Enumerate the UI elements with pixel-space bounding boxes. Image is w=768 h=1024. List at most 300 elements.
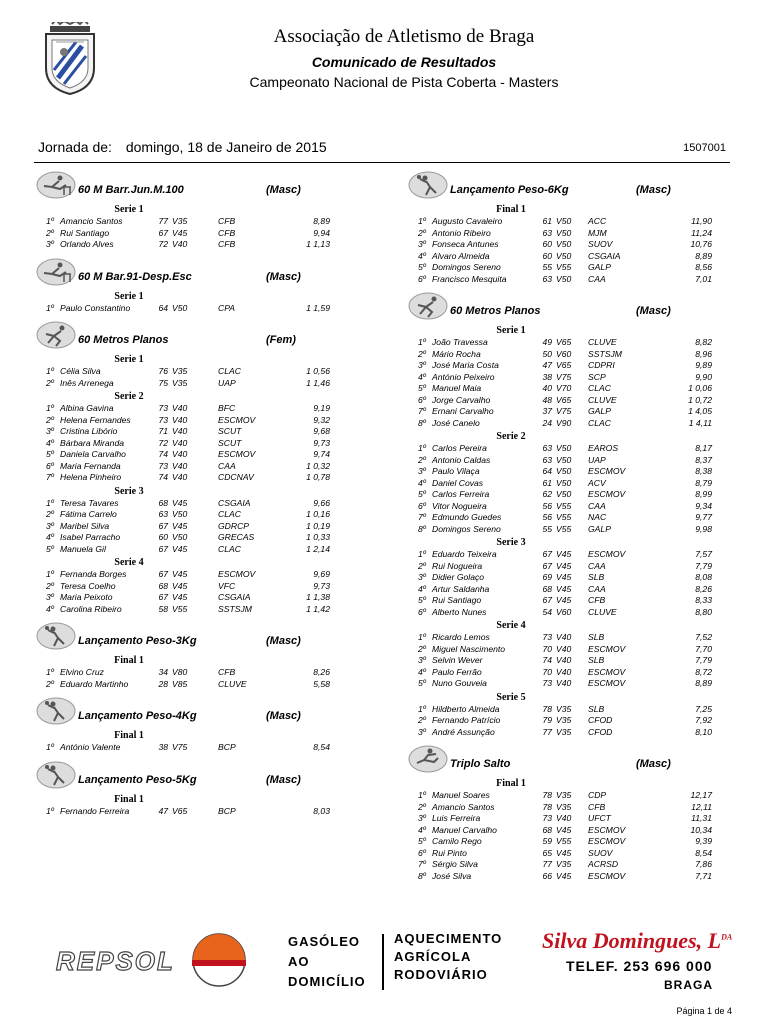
age-category: V45: [172, 543, 188, 554]
age-category: V40: [556, 632, 572, 642]
athlete-name: Ricardo Lemos: [432, 632, 490, 642]
result-position: 2º: [418, 643, 426, 654]
shot-put-icon: [36, 761, 76, 789]
athlete-name: Helena Pinheiro: [60, 472, 122, 482]
birth-year: 63: [542, 454, 552, 465]
athlete-name: Maribel Silva: [60, 520, 110, 531]
result-row: [406, 478, 726, 490]
championship-title: Campeonato Nacional de Pista Coberta - Masters: [249, 74, 559, 90]
birth-year: 66: [542, 870, 552, 881]
birth-year: 60: [158, 532, 168, 542]
heat-label: Serie 2: [496, 431, 526, 442]
club-code: SUOV: [588, 239, 613, 249]
birth-year: 67: [158, 592, 168, 602]
age-category: V40: [556, 655, 572, 665]
result-row: [406, 395, 726, 407]
athlete-name: Daniela Carvalho: [60, 449, 126, 459]
club-code: SCUT: [218, 426, 242, 436]
club-code: CAA: [588, 500, 606, 511]
club-code: CLAC: [218, 543, 241, 554]
athlete-name: Vitor Nogueira: [432, 500, 487, 511]
athlete-name: Fernando Ferreira: [60, 805, 130, 816]
age-category: V35: [172, 377, 188, 388]
club-code: CFB: [218, 227, 236, 238]
document-subtitle: Comunicado de Resultados: [311, 54, 497, 70]
club-code: ESCMOV: [588, 824, 626, 835]
athlete-name: Sérgio Silva: [432, 859, 478, 869]
age-category: V65: [556, 394, 572, 405]
heat-label: Final 1: [496, 204, 526, 215]
athlete-name: Carolina Ribeiro: [60, 603, 122, 614]
result-row: [406, 372, 726, 384]
result-row: [406, 216, 726, 228]
age-category: V35: [172, 216, 188, 226]
result-position: 4º: [46, 437, 54, 448]
birth-year: 40: [542, 383, 552, 393]
athlete-name: Antonio Caldas: [432, 454, 491, 465]
shot-put-icon: [36, 622, 76, 650]
birth-year: 75: [158, 377, 168, 388]
result-position: 6º: [418, 394, 426, 405]
age-category: V50: [172, 532, 188, 542]
athlete-name: Paulo Vilaça: [432, 466, 480, 476]
club-code: BCP: [218, 742, 236, 752]
result-mark: 9,34: [695, 500, 712, 511]
event-name: Triplo Salto: [450, 758, 511, 770]
heat-label: Serie 1: [114, 204, 144, 215]
athlete-name: Luis Ferreira: [432, 813, 481, 823]
birth-year: 61: [542, 477, 552, 488]
result-mark: 8,89: [695, 250, 712, 261]
athlete-name: Daniel Covas: [432, 477, 484, 488]
result-row: [406, 802, 726, 814]
athlete-name: Isabel Parracho: [60, 532, 121, 542]
result-mark: 7,70: [695, 643, 712, 654]
result-mark: 7,71: [695, 870, 712, 881]
result-row: [406, 678, 726, 690]
result-row: [406, 262, 726, 274]
birth-year: 73: [542, 678, 552, 688]
age-category: V55: [556, 512, 572, 522]
club-code: SLB: [588, 703, 605, 714]
age-category: V70: [556, 383, 572, 393]
result-position: 1º: [46, 302, 54, 313]
event-category: (Masc): [636, 184, 671, 196]
club-code: SSTSJM: [218, 603, 252, 614]
athlete-name: Inês Arrenega: [60, 377, 114, 388]
result-position: 3º: [418, 466, 426, 476]
age-category: V35: [556, 703, 572, 714]
result-row: [406, 228, 726, 240]
heat-label: Final 1: [496, 778, 526, 789]
result-row: [34, 532, 344, 544]
result-mark: 8,33: [695, 595, 712, 605]
result-row: [406, 549, 726, 561]
event-block: [34, 255, 344, 319]
sponsor-banner: [34, 920, 738, 1000]
athlete-name: Mário Rocha: [432, 348, 481, 359]
club-code: CSGAIA: [218, 497, 251, 508]
result-position: 6º: [418, 606, 426, 617]
result-position: 4º: [46, 532, 54, 542]
athlete-name: Carlos Pereira: [432, 443, 487, 453]
result-mark: 1 0,56: [306, 366, 330, 376]
athlete-name: Eduardo Martinho: [60, 678, 129, 689]
result-row: [406, 455, 726, 467]
result-position: 1º: [46, 403, 54, 413]
company-suffix: DA: [721, 932, 733, 942]
birth-year: 64: [542, 466, 552, 476]
result-position: 1º: [46, 216, 54, 226]
heat-label: Serie 3: [114, 485, 144, 497]
result-row: [34, 581, 344, 593]
club-code: CLAC: [218, 509, 241, 519]
athlete-name: Amancio Santos: [432, 801, 495, 812]
age-category: V50: [556, 477, 572, 488]
org-title: Associação de Atletismo de Braga: [273, 26, 535, 47]
result-mark: 9,77: [695, 512, 712, 522]
age-category: V40: [172, 239, 188, 249]
result-position: 8º: [418, 523, 426, 534]
birth-year: 67: [158, 227, 168, 238]
club-code: ESCMOV: [218, 569, 256, 579]
result-mark: 8,99: [695, 489, 712, 499]
result-mark: 8,72: [695, 666, 712, 677]
club-code: SCUT: [218, 437, 242, 448]
age-category: V50: [172, 509, 188, 519]
age-category: V55: [556, 836, 572, 846]
club-code: GALP: [588, 262, 611, 272]
result-mark: 9,73: [313, 437, 330, 448]
birth-year: 58: [158, 603, 168, 614]
result-row: [406, 632, 726, 644]
athlete-name: António Peixeiro: [432, 371, 495, 382]
result-position: 1º: [418, 790, 426, 800]
birth-year: 68: [542, 824, 552, 835]
sprint-icon: [408, 292, 448, 320]
gas-line: AO: [288, 954, 310, 969]
birth-year: 62: [542, 489, 552, 499]
result-position: 2º: [418, 801, 426, 812]
club-code: GALP: [588, 523, 611, 534]
result-row: [406, 813, 726, 825]
result-mark: 8,82: [695, 337, 712, 347]
result-position: 1º: [418, 632, 426, 642]
event-spacer: [34, 817, 344, 821]
result-mark: 7,57: [695, 549, 712, 559]
event-block: [406, 742, 726, 886]
birth-year: 68: [542, 583, 552, 594]
svg-text:REPSOL: REPSOL: [56, 946, 175, 976]
jornada-label: Jornada de:: [38, 139, 112, 155]
age-category: V45: [172, 227, 188, 238]
result-row: [406, 512, 726, 524]
birth-year: 54: [542, 606, 552, 617]
club-code: BFC: [218, 403, 236, 413]
result-mark: 8,54: [313, 742, 330, 752]
result-row: [406, 489, 726, 501]
age-category: V65: [556, 337, 572, 347]
result-position: 3º: [46, 592, 54, 602]
result-mark: 1 0,78: [306, 472, 330, 482]
birth-year: 55: [542, 523, 552, 534]
result-row: [406, 561, 726, 573]
club-code: CFB: [218, 239, 236, 249]
event-name: Lançamento Peso-6Kg: [450, 184, 569, 196]
club-code: ESCMOV: [588, 489, 626, 499]
result-row: [406, 607, 726, 619]
result-mark: 9,89: [695, 360, 712, 370]
birth-year: 69: [542, 572, 552, 582]
result-row: [34, 592, 344, 604]
result-row: [34, 403, 344, 415]
birth-year: 68: [158, 580, 168, 591]
athlete-name: Maria Fernanda: [60, 460, 121, 471]
result-mark: 8,54: [695, 847, 712, 858]
heat-label: Serie 3: [496, 537, 526, 548]
result-position: 4º: [418, 824, 426, 835]
club-code: SCP: [588, 371, 606, 382]
athlete-name: Manuel Carvalho: [432, 824, 497, 835]
result-position: 5º: [418, 595, 426, 605]
athlete-name: Cristina Libório: [60, 426, 118, 436]
club-code: ESCMOV: [588, 643, 626, 654]
event-name: Lançamento Peso-4Kg: [78, 710, 197, 722]
result-mark: 8,89: [313, 216, 330, 226]
athlete-name: Artur Saldanha: [432, 583, 490, 594]
birth-year: 64: [158, 302, 168, 313]
event-header: [34, 694, 344, 728]
birth-year: 72: [158, 239, 168, 249]
result-mark: 9,19: [313, 403, 330, 413]
result-row: [406, 704, 726, 716]
age-category: V45: [556, 824, 572, 835]
result-position: 1º: [46, 366, 54, 376]
result-position: 6º: [46, 460, 54, 471]
result-position: 3º: [418, 572, 426, 582]
club-code: CLUVE: [218, 678, 247, 689]
result-row: [34, 228, 344, 240]
event-name: Lançamento Peso-3Kg: [78, 635, 197, 647]
birth-year: 67: [158, 569, 168, 579]
hurdles-icon: [36, 258, 76, 286]
age-category: V45: [556, 560, 572, 571]
club-code: EAROS: [588, 443, 619, 453]
result-row: [406, 727, 726, 739]
result-mark: 1 1,13: [306, 239, 330, 249]
result-position: 2º: [46, 414, 54, 425]
result-row: [406, 871, 726, 883]
event-category: (Fem): [266, 334, 296, 346]
age-category: V50: [556, 227, 572, 238]
age-category: V50: [556, 489, 572, 499]
result-row: [34, 426, 344, 438]
result-position: 2º: [418, 715, 426, 725]
result-row: [34, 806, 344, 818]
age-category: V35: [556, 859, 572, 869]
club-code: SLB: [588, 655, 605, 665]
club-code: CFB: [588, 595, 606, 605]
athlete-name: Nuno Gouveia: [432, 678, 487, 688]
jornada-date: domingo, 18 de Janeiro de 2015: [125, 139, 327, 155]
heat-label: Serie 5: [496, 691, 526, 703]
event-category: (Masc): [266, 270, 301, 283]
birth-year: 63: [158, 509, 168, 519]
age-category: V75: [556, 371, 572, 382]
result-position: 3º: [46, 520, 54, 531]
result-row: [406, 715, 726, 727]
result-position: 2º: [46, 377, 54, 388]
result-mark: 8,17: [695, 443, 712, 453]
birth-year: 76: [158, 366, 168, 376]
result-row: [406, 836, 726, 848]
result-position: 2º: [418, 348, 426, 359]
agro-line: AGRÍCOLA: [394, 949, 472, 964]
club-code: CDPRI: [588, 360, 615, 370]
event-category: (Masc): [266, 635, 301, 647]
shot-put-icon: [408, 171, 448, 199]
birth-year: 59: [542, 836, 552, 846]
age-category: V85: [172, 678, 188, 689]
result-row: [34, 498, 344, 510]
result-mark: 12,17: [690, 790, 712, 800]
event-block: [406, 289, 726, 742]
athlete-name: Fernanda Borges: [60, 569, 127, 579]
result-row: [34, 521, 344, 533]
result-mark: 7,79: [695, 560, 712, 571]
result-mark: 1 0,16: [306, 509, 330, 519]
athlete-name: Fátima Carrelo: [60, 509, 117, 519]
result-position: 3º: [46, 426, 54, 436]
result-position: 3º: [418, 239, 426, 249]
birth-year: 55: [542, 262, 552, 272]
age-category: V75: [172, 742, 188, 752]
birth-year: 56: [542, 500, 552, 511]
club-code: ESCMOV: [588, 870, 626, 881]
result-position: 5º: [418, 262, 426, 272]
result-mark: 11,24: [691, 227, 712, 238]
birth-year: 73: [542, 813, 552, 823]
result-row: [406, 655, 726, 667]
club-code: UAP: [218, 377, 236, 388]
event-block: [34, 694, 344, 758]
age-category: V50: [556, 454, 572, 465]
age-category: V80: [172, 667, 188, 677]
age-category: V50: [556, 443, 572, 453]
result-row: [34, 667, 344, 679]
result-mark: 1 0,32: [306, 460, 330, 471]
birth-year: 37: [542, 406, 552, 416]
result-row: [406, 406, 726, 418]
result-position: 6º: [418, 847, 426, 858]
result-mark: 8,10: [695, 726, 712, 737]
birth-year: 48: [542, 394, 552, 405]
age-category: V35: [556, 790, 572, 800]
result-position: 8º: [418, 870, 426, 881]
result-mark: 1 0,72: [688, 394, 712, 405]
result-mark: 9,94: [313, 227, 330, 238]
age-category: V40: [172, 449, 188, 459]
birth-year: 73: [542, 632, 552, 642]
result-row: [34, 742, 344, 754]
athlete-name: Paulo Ferrão: [432, 666, 482, 677]
birth-year: 73: [158, 460, 168, 471]
club-code: GRECAS: [218, 532, 255, 542]
result-position: 7º: [418, 512, 426, 522]
right-column: [406, 168, 726, 886]
result-position: 2º: [46, 678, 54, 689]
age-category: V90: [556, 417, 572, 428]
birth-year: 73: [158, 403, 168, 413]
athlete-name: José Silva: [432, 870, 472, 881]
age-category: V45: [172, 497, 188, 508]
club-code: GALP: [588, 406, 611, 416]
age-category: V40: [172, 414, 188, 425]
heat-label: Final 1: [114, 793, 144, 805]
result-position: 4º: [46, 603, 54, 614]
age-category: V60: [556, 606, 572, 617]
age-category: V40: [172, 437, 188, 448]
birth-year: 63: [542, 273, 552, 284]
event-header: [406, 289, 726, 323]
result-mark: 7,52: [695, 632, 712, 642]
result-position: 5º: [418, 489, 426, 499]
result-position: 5º: [418, 678, 426, 688]
athlete-name: Alberto Nunes: [432, 606, 487, 617]
age-category: V50: [556, 239, 572, 249]
result-position: 2º: [418, 454, 426, 465]
birth-year: 67: [158, 520, 168, 531]
jornada-line: [38, 139, 327, 155]
result-mark: 1 1,46: [306, 377, 330, 388]
result-position: 2º: [418, 227, 426, 238]
result-position: 5º: [46, 449, 54, 459]
result-row: [34, 438, 344, 450]
athlete-name: Eduardo Teixeira: [432, 549, 497, 559]
result-row: [34, 461, 344, 473]
result-mark: 9,39: [695, 836, 712, 846]
result-mark: 7,86: [695, 859, 712, 869]
athlete-name: Antonio Ribeiro: [432, 227, 491, 238]
age-category: V40: [172, 472, 188, 482]
age-category: V50: [172, 302, 188, 313]
age-category: V40: [172, 460, 188, 471]
birth-year: 70: [542, 643, 552, 654]
result-mark: 8,26: [313, 667, 330, 677]
result-mark: 1 4,11: [688, 417, 712, 428]
result-row: [406, 337, 726, 349]
club-code: CFB: [218, 667, 236, 677]
age-category: V45: [556, 549, 572, 559]
age-category: V55: [556, 500, 572, 511]
result-mark: 10,34: [690, 824, 712, 835]
club-code: ESCMOV: [588, 678, 626, 688]
age-category: V45: [172, 592, 188, 602]
club-code: UFCT: [588, 813, 611, 823]
result-row: [34, 472, 344, 484]
result-row: [34, 239, 344, 251]
age-category: V65: [556, 360, 572, 370]
result-mark: 7,92: [695, 715, 712, 725]
shot-put-icon: [36, 697, 76, 725]
result-mark: 10,76: [690, 239, 712, 249]
result-row: [406, 383, 726, 395]
heat-label: Serie 1: [114, 354, 144, 365]
birth-year: 61: [542, 216, 552, 226]
athlete-name: Fonseca Antunes: [432, 239, 499, 249]
header-divider: [34, 162, 730, 163]
birth-year: 74: [158, 472, 168, 482]
